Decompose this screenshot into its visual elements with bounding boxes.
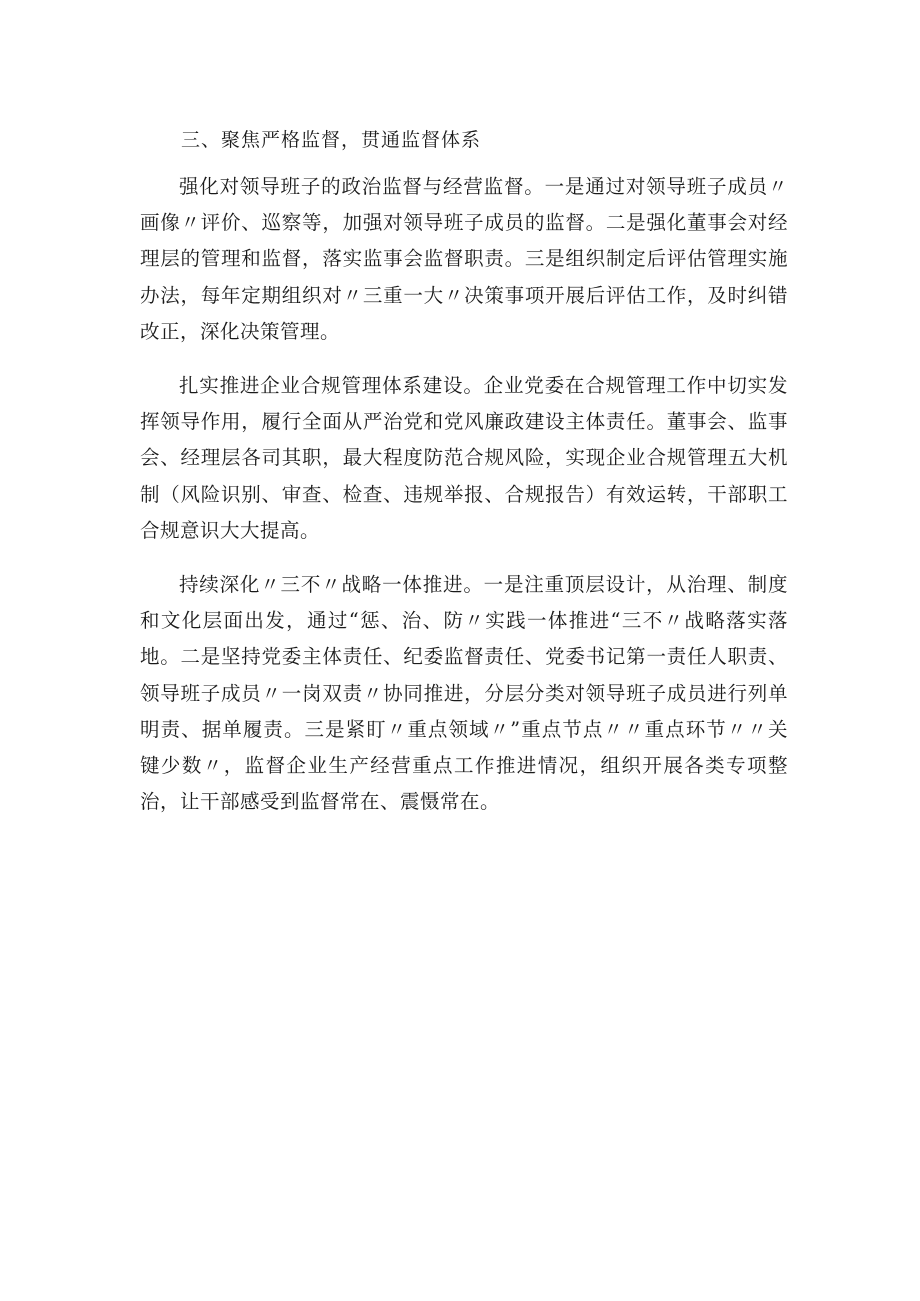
document-body	[140, 169, 788, 838]
paragraph-three-nots-strategy: 持续深化〃三不〃战略一体推进。一是注重顶层设计，从治理、制度和文化层面出发，通过“惩、治、防〃实践一体推进“三不〃战略落实落地。二是坚持党委主体责任、纪委监督责任、党委书记第一责任人职责、领导班子成员〃一岗双责〃协同推进，分层分类对领导班子成员进行列单明责、据单履责。三是紧盯〃重点领域〃”重点节点〃〃重点环节〃〃关键少数〃，监督企业生产经营重点工作推进情况，组织开展各类专项整治，让干部感受到监督常在、震慑常在。	[140, 573, 788, 814]
section-heading: 三、聚焦严格监督，贯通监督体系	[181, 129, 482, 151]
paragraph-political-supervision: 强化对领导班子的政治监督与经营监督。一是通过对领导班子成员〃画像〃评价、巡察等，加强对领导班子成员的监督。二是强化董事会对经理层的管理和监督，落实监事会监督职责。三是组织制定后评估管理实施办法，每年定期组织对〃三重一大〃决策事项开展后评估工作，及时纠错改正，深化决策管理。	[140, 175, 788, 343]
paragraph-compliance-management: 扎实推进企业合规管理体系建设。企业党委在合规管理工作中切实发挥领导作用，履行全面从严治党和党风廉政建设主体责任。董事会、监事会、经理层各司其职，最大程度防范合规风险，实现企业合规管理五大机制（风险识别、审查、检查、违规举报、合规报告）有效运转，干部职工合规意识大大提高。	[140, 374, 788, 542]
